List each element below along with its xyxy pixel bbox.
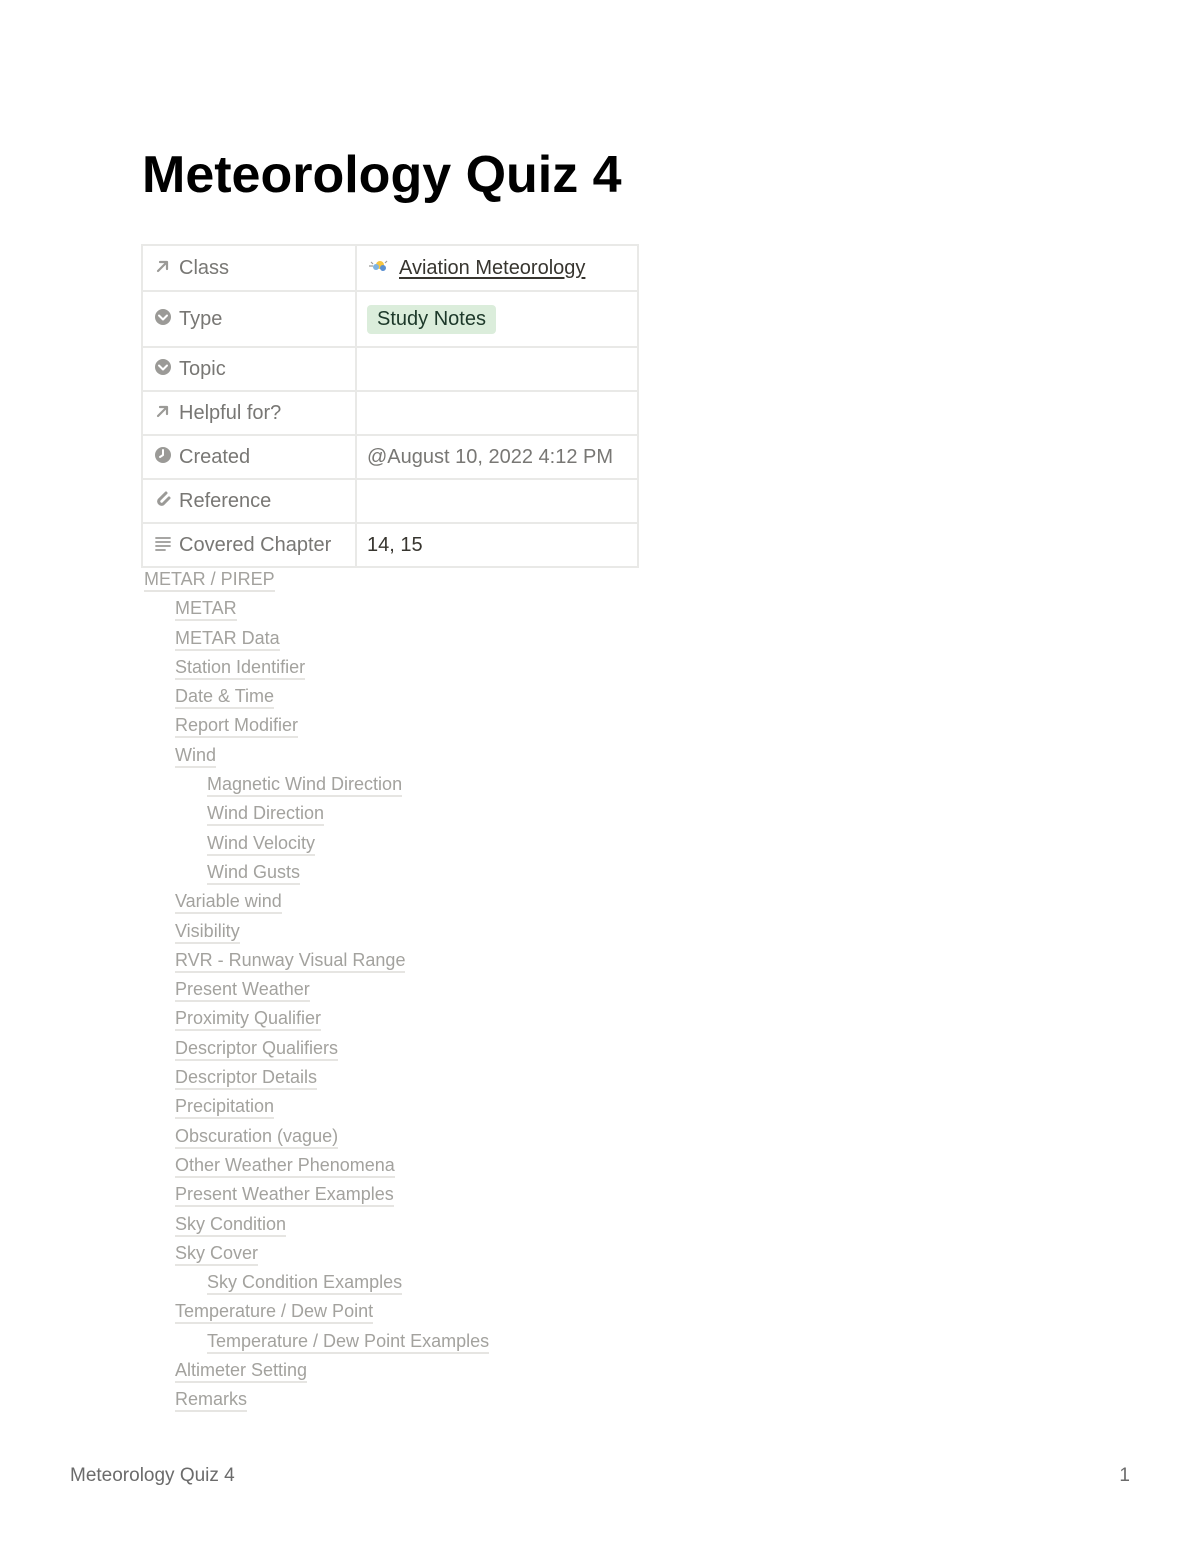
footer-title: Meteorology Quiz 4 <box>70 1465 235 1486</box>
toc-link[interactable]: RVR - Runway Visual Range <box>175 950 405 973</box>
property-row-type <box>142 291 638 347</box>
toc-link[interactable]: METAR Data <box>175 628 280 651</box>
properties-table <box>141 244 639 568</box>
toc-link[interactable]: Temperature / Dew Point <box>175 1301 373 1324</box>
toc-link[interactable]: Temperature / Dew Point Examples <box>207 1331 489 1354</box>
toc-item <box>144 1269 489 1298</box>
toc-link[interactable]: Precipitation <box>175 1096 274 1119</box>
property-name-covered-chapter <box>142 523 356 567</box>
toc-link[interactable]: Sky Condition Examples <box>207 1272 402 1295</box>
weather-page-icon <box>367 256 391 276</box>
toc-item <box>144 1386 489 1415</box>
toc-link[interactable]: METAR / PIREP <box>144 569 275 592</box>
property-label: Class <box>179 256 230 279</box>
clock-icon <box>153 445 173 465</box>
toc-item <box>144 1035 489 1064</box>
toc-item <box>144 566 489 595</box>
property-name-topic <box>142 347 356 391</box>
type-tag[interactable]: Study Notes <box>367 305 496 334</box>
property-value-covered-chapter[interactable]: 14, 15 <box>356 523 638 567</box>
toc-link[interactable]: Proximity Qualifier <box>175 1008 321 1031</box>
toc-item <box>144 742 489 771</box>
text-lines-icon <box>153 533 173 553</box>
property-label: Type <box>179 307 223 330</box>
toc-item <box>144 1123 489 1152</box>
property-label: Reference <box>179 489 272 512</box>
toc-link[interactable]: Wind Velocity <box>207 833 315 856</box>
property-row-created <box>142 435 638 479</box>
toc-item <box>144 800 489 829</box>
toc-item <box>144 1240 489 1269</box>
property-name-helpful-for <box>142 391 356 435</box>
property-name-class <box>142 245 356 291</box>
toc-link[interactable]: Sky Condition <box>175 1214 286 1237</box>
toc-item <box>144 830 489 859</box>
toc-link[interactable]: Station Identifier <box>175 657 305 680</box>
toc-link[interactable]: Wind Direction <box>207 803 324 826</box>
toc-item <box>144 918 489 947</box>
toc-item <box>144 1328 489 1357</box>
toc-link[interactable]: Obscuration (vague) <box>175 1126 338 1149</box>
property-label: Covered Chapter <box>179 533 332 556</box>
table-of-contents <box>144 566 489 1416</box>
toc-item <box>144 683 489 712</box>
property-name-created <box>142 435 356 479</box>
toc-link[interactable]: Magnetic Wind Direction <box>207 774 402 797</box>
class-relation-link[interactable]: Aviation Meteorology <box>399 256 586 279</box>
toc-item <box>144 1152 489 1181</box>
property-value-topic[interactable] <box>356 347 638 391</box>
toc-item <box>144 859 489 888</box>
toc-item <box>144 625 489 654</box>
toc-item <box>144 947 489 976</box>
toc-link[interactable]: Remarks <box>175 1389 247 1412</box>
property-row-reference <box>142 479 638 523</box>
toc-link[interactable]: Report Modifier <box>175 715 298 738</box>
toc-link[interactable]: Present Weather <box>175 979 310 1002</box>
toc-link[interactable]: Visibility <box>175 921 240 944</box>
property-row-topic <box>142 347 638 391</box>
toc-item <box>144 1093 489 1122</box>
property-row-helpful-for <box>142 391 638 435</box>
property-value-type <box>356 291 638 347</box>
relation-arrow-icon <box>153 401 173 421</box>
paperclip-icon <box>153 489 173 509</box>
toc-link[interactable]: Date & Time <box>175 686 274 709</box>
toc-item <box>144 888 489 917</box>
toc-link[interactable]: METAR <box>175 598 237 621</box>
property-label: Helpful for? <box>179 401 282 424</box>
toc-link[interactable]: Wind Gusts <box>207 862 300 885</box>
property-value-helpful-for[interactable] <box>356 391 638 435</box>
relation-arrow-icon <box>153 256 173 276</box>
page-number: 1 <box>1119 1465 1130 1486</box>
property-name-type <box>142 291 356 347</box>
toc-link[interactable]: Altimeter Setting <box>175 1360 307 1383</box>
toc-link[interactable]: Wind <box>175 745 216 768</box>
property-value-reference[interactable] <box>356 479 638 523</box>
toc-item <box>144 1064 489 1093</box>
toc-link[interactable]: Present Weather Examples <box>175 1184 394 1207</box>
toc-link[interactable]: Other Weather Phenomena <box>175 1155 395 1178</box>
page-title: Meteorology Quiz 4 <box>142 146 622 204</box>
toc-link[interactable]: Descriptor Details <box>175 1067 317 1090</box>
property-value-created: @August 10, 2022 4:12 PM <box>356 435 638 479</box>
property-row-class <box>142 245 638 291</box>
toc-item <box>144 1181 489 1210</box>
property-row-covered-chapter <box>142 523 638 567</box>
toc-link[interactable]: Sky Cover <box>175 1243 258 1266</box>
toc-item <box>144 712 489 741</box>
property-label: Created <box>179 445 251 468</box>
property-label: Topic <box>179 357 226 380</box>
toc-item <box>144 1357 489 1386</box>
property-value-class <box>356 245 638 291</box>
toc-item <box>144 1298 489 1327</box>
property-name-reference <box>142 479 356 523</box>
select-icon <box>153 357 173 377</box>
toc-item <box>144 771 489 800</box>
toc-item <box>144 654 489 683</box>
toc-item <box>144 1211 489 1240</box>
toc-item <box>144 976 489 1005</box>
toc-link[interactable]: Variable wind <box>175 891 282 914</box>
toc-item <box>144 595 489 624</box>
toc-item <box>144 1005 489 1034</box>
select-icon <box>153 307 173 327</box>
toc-link[interactable]: Descriptor Qualifiers <box>175 1038 338 1061</box>
